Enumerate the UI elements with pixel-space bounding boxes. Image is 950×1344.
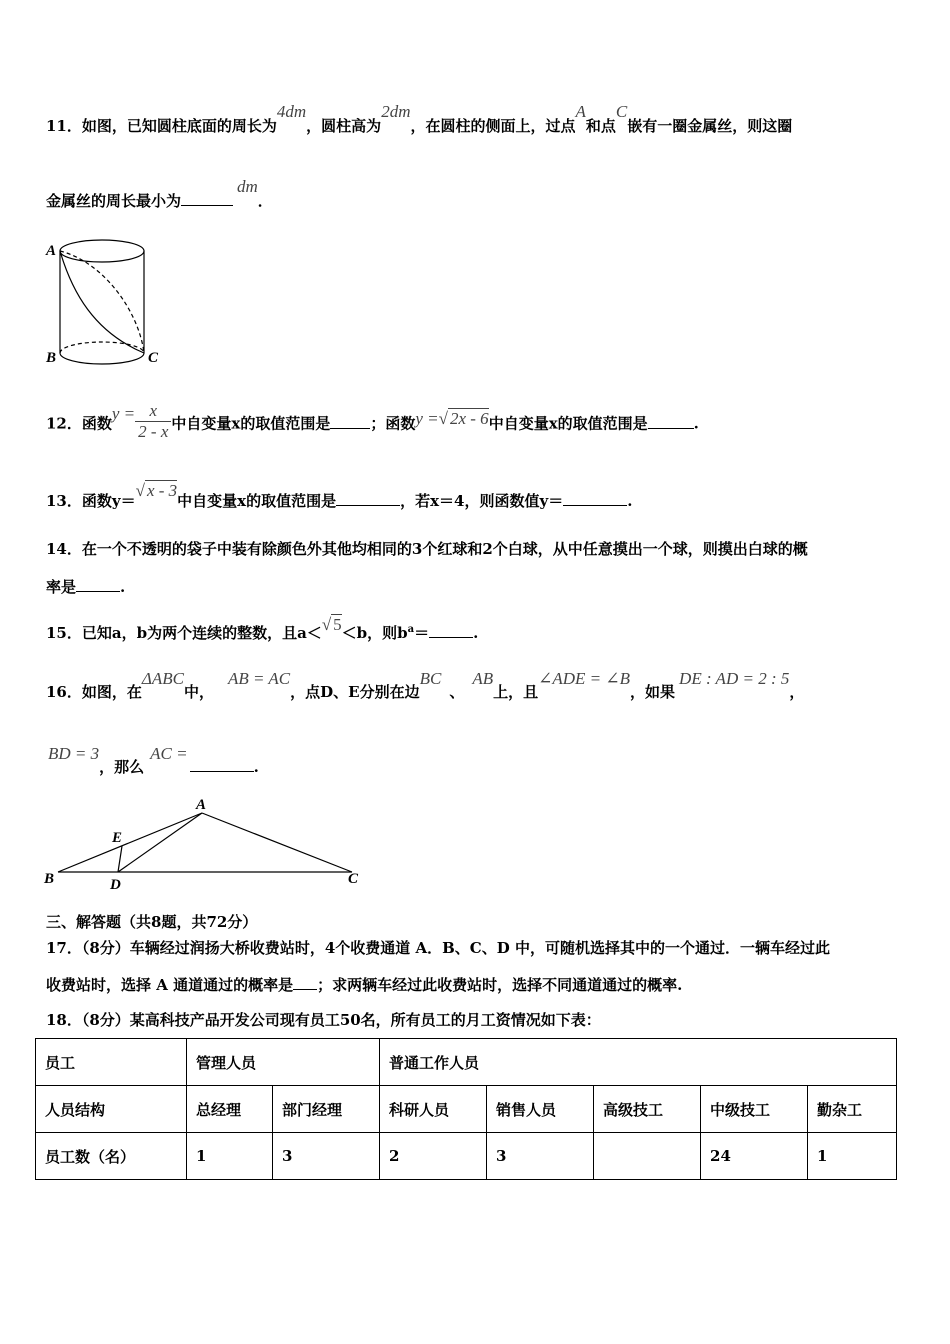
sqrt-icon: √ bbox=[321, 615, 332, 634]
q16-math-ac: AC = bbox=[150, 744, 188, 763]
cylinder-bottom-front bbox=[60, 353, 144, 364]
q16-text: . bbox=[253, 758, 259, 776]
q11-text: ，在圆柱的侧面上，过点 bbox=[410, 117, 576, 135]
label-a: A bbox=[196, 797, 207, 813]
q16-text: 中， bbox=[183, 683, 214, 701]
q13-text: 中自变量x的取值范围是 bbox=[177, 492, 337, 510]
table-cell bbox=[594, 1133, 701, 1180]
table-cell: 中级技工 bbox=[701, 1086, 808, 1133]
answer-blank[interactable] bbox=[190, 757, 254, 772]
q11-math-point-a: A bbox=[575, 102, 586, 121]
table-cell: 3 bbox=[273, 1133, 380, 1180]
q11-math-circumference: 4dm bbox=[276, 102, 307, 121]
q12-line bbox=[46, 401, 699, 445]
table-cell: 普通工作人员 bbox=[380, 1039, 897, 1086]
q11-text: 和点 bbox=[585, 117, 616, 135]
table-cell: 24 bbox=[701, 1133, 808, 1180]
table-cell: 销售人员 bbox=[487, 1086, 594, 1133]
q12-radicand: 2x - 6 bbox=[449, 408, 489, 428]
q13-radicand: x - 3 bbox=[146, 481, 178, 500]
segment-de bbox=[118, 846, 122, 872]
q15-text: ＝ bbox=[414, 624, 430, 642]
q12-fraction bbox=[135, 401, 171, 442]
q16-text: ，那么 bbox=[99, 758, 145, 776]
q14-text: 率是 bbox=[46, 578, 77, 596]
answer-blank[interactable] bbox=[648, 414, 694, 429]
q17-text: 17．（8分）车辆经过润扬大桥收费站时，4个收费通道 A．B、C、D 中，可随机选择其中的一个通过．一辆车经过此 bbox=[46, 939, 830, 957]
q16-line2 bbox=[48, 744, 259, 777]
answer-blank[interactable] bbox=[181, 191, 233, 206]
q12-text: . bbox=[693, 414, 699, 433]
label-c: C bbox=[148, 350, 159, 366]
q16-math-ab: AB bbox=[472, 669, 494, 688]
q11-text: ，圆柱高为 bbox=[306, 117, 382, 135]
q16-math-ratio: DE : AD = 2 : 5 bbox=[679, 669, 790, 688]
q11-text: 金属丝的周长最小为 bbox=[46, 192, 182, 210]
label-d: D bbox=[110, 877, 121, 893]
label-e: E bbox=[112, 830, 123, 846]
q11-line1 bbox=[46, 102, 793, 136]
q11-text: 嵌有一圈金属丝，则这圈 bbox=[627, 117, 793, 135]
q16-text: 16．如图，在 bbox=[46, 683, 142, 701]
q17-line1 bbox=[46, 937, 830, 958]
q17-text: 收费站时，选择 A 通道通过的概率是 bbox=[46, 976, 294, 994]
q16-math-bd: BD = 3 bbox=[48, 744, 100, 763]
q12-text: 中自变量x的取值范围是 bbox=[171, 414, 331, 433]
q14-line1 bbox=[46, 538, 808, 559]
salary-table bbox=[35, 1038, 897, 1180]
q14-text: 14．在一个不透明的袋子中装有除颜色外其他均相同的3个红球和2个白球，从中任意摸出一个球，则摸出白球的概 bbox=[46, 540, 808, 558]
table-cell: 1 bbox=[808, 1133, 897, 1180]
label-b: B bbox=[44, 871, 55, 887]
q16-text: 、 bbox=[449, 683, 465, 701]
q14-text: . bbox=[120, 578, 126, 596]
q18-text: 18．（8分）某高科技产品开发公司现有员工50名，所有员工的月工资情况如下表： bbox=[46, 1011, 601, 1029]
q17-line2 bbox=[46, 974, 682, 995]
q16-math-angle: ∠ADE = ∠B bbox=[538, 669, 631, 688]
table-cell: 人员结构 bbox=[36, 1086, 187, 1133]
q16-text: 上，且 bbox=[493, 683, 539, 701]
table-row bbox=[36, 1133, 897, 1180]
q12-text: 中自变量x的取值范围是 bbox=[488, 414, 648, 433]
q16-text: ， bbox=[789, 683, 805, 701]
table-row bbox=[36, 1039, 897, 1086]
q16-line1 bbox=[46, 669, 805, 702]
q11-math-height: 2dm bbox=[381, 102, 411, 121]
q11-math-point-c: C bbox=[615, 102, 628, 121]
section3-heading bbox=[46, 911, 257, 932]
q11-math-unit: dm bbox=[237, 177, 258, 196]
q16-math-triangle: ΔABC bbox=[141, 669, 184, 688]
cylinder-figure bbox=[44, 232, 174, 372]
table-cell: 部门经理 bbox=[273, 1086, 380, 1133]
answer-blank[interactable] bbox=[563, 491, 627, 506]
fraction-numerator: x bbox=[135, 401, 171, 422]
answer-blank[interactable] bbox=[76, 577, 120, 592]
q13-text: ，若x＝4，则函数值y＝ bbox=[400, 492, 564, 510]
table-cell: 员工数（名） bbox=[36, 1133, 187, 1180]
q15-text: 15．已知a，b为两个连续的整数，且a＜ bbox=[46, 624, 322, 642]
q16-math-equal-sides: AB = AC bbox=[227, 669, 291, 688]
table-cell: 3 bbox=[487, 1133, 594, 1180]
table-row bbox=[36, 1086, 897, 1133]
q14-line2 bbox=[46, 576, 125, 597]
q12-text: 12．函数 bbox=[46, 414, 112, 433]
q11-line2 bbox=[46, 177, 273, 211]
q11-text: 11．如图，已知圆柱底面的周长为 bbox=[46, 117, 277, 135]
wire-front bbox=[60, 251, 144, 353]
q17-text: ；求两辆车经过此收费站时，选择不同通道通过的概率. bbox=[317, 976, 683, 994]
answer-blank[interactable] bbox=[293, 975, 317, 990]
table-cell: 勤杂工 bbox=[808, 1086, 897, 1133]
answer-blank[interactable] bbox=[330, 414, 370, 429]
q16-math-bc: BC bbox=[419, 669, 442, 688]
q12-math-y: y = bbox=[111, 403, 136, 423]
q13-line bbox=[46, 481, 633, 511]
sqrt-icon: √ bbox=[438, 408, 448, 428]
q12-text: ；函数 bbox=[370, 414, 416, 433]
fraction-denominator: 2 - x bbox=[138, 422, 169, 441]
triangle-figure bbox=[40, 795, 370, 895]
q12-math-y: y = bbox=[415, 408, 439, 428]
label-c: C bbox=[348, 871, 359, 887]
section-heading: 三、解答题（共8题，共72分） bbox=[46, 913, 258, 931]
table-cell: 2 bbox=[380, 1133, 487, 1180]
table-cell: 高级技工 bbox=[594, 1086, 701, 1133]
q13-text: 13．函数y＝ bbox=[46, 492, 136, 510]
sqrt-icon: √ bbox=[135, 481, 145, 500]
q15-exponent: a bbox=[407, 624, 415, 635]
label-b: B bbox=[46, 350, 57, 366]
answer-blank[interactable] bbox=[429, 623, 473, 638]
q15-text: . bbox=[473, 624, 479, 642]
q16-text: ，如果 bbox=[630, 683, 676, 701]
cylinder-top-ellipse bbox=[60, 240, 144, 262]
q15-radicand: 5 bbox=[333, 615, 342, 634]
q15-line bbox=[46, 615, 479, 643]
q18-line bbox=[46, 1009, 601, 1030]
answer-blank[interactable] bbox=[336, 491, 400, 506]
table-cell: 员工 bbox=[36, 1039, 187, 1086]
table-cell: 总经理 bbox=[187, 1086, 273, 1133]
q11-text: ． bbox=[257, 192, 273, 210]
q13-text: . bbox=[627, 492, 633, 510]
table-cell: 1 bbox=[187, 1133, 273, 1180]
label-a: A bbox=[46, 243, 57, 259]
q15-text: ＜b，则b bbox=[341, 624, 408, 642]
wire-back bbox=[60, 251, 144, 353]
table-cell: 管理人员 bbox=[187, 1039, 380, 1086]
table-cell: 科研人员 bbox=[380, 1086, 487, 1133]
side-ac bbox=[202, 813, 352, 872]
q16-text: ，点D、E分别在边 bbox=[290, 683, 420, 701]
